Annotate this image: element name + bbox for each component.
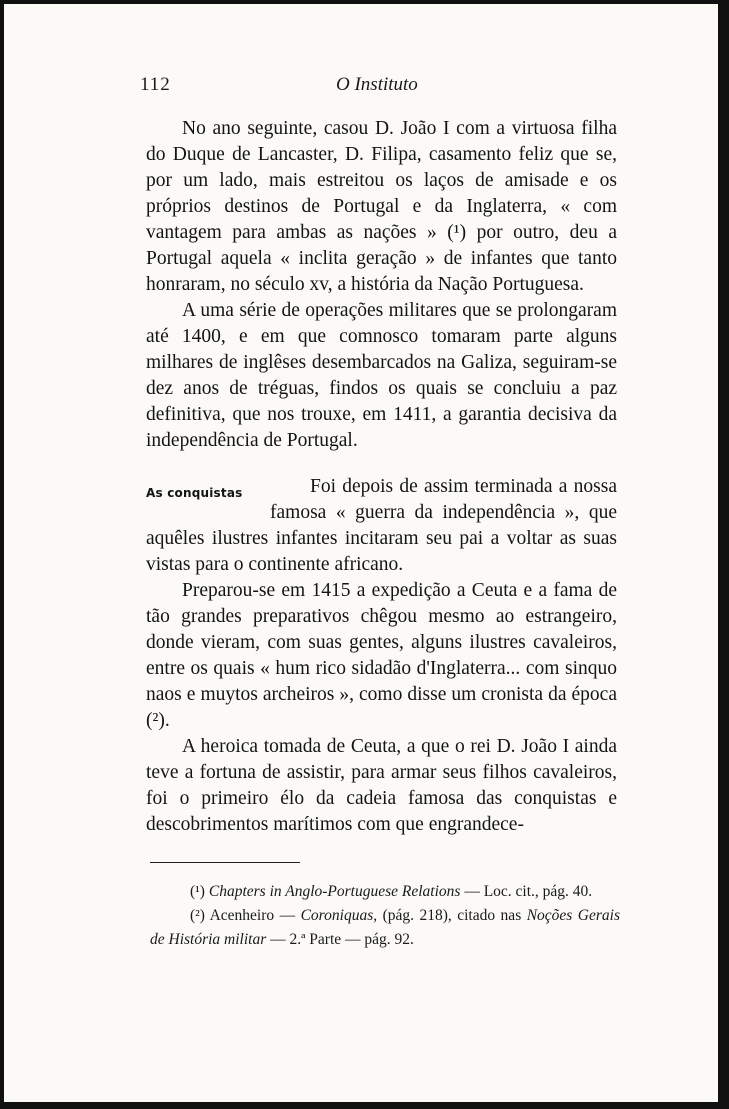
footnotes <box>150 880 620 952</box>
body-text <box>146 116 617 838</box>
footnote-text: — Loc. cit., pág. 40. <box>460 883 593 900</box>
footnote-rule <box>150 862 300 863</box>
page-number: 112 <box>140 74 171 95</box>
footnote-marker: (¹) <box>190 883 205 900</box>
footnote-2 <box>150 904 620 952</box>
paragraph: Foi depois de assim terminada a nossa famosa « guerra da independência », que aquêles ilustres infantes incitaram seu pai a voltar as suas vistas para o continente africano. <box>146 476 617 575</box>
footnote-1 <box>150 880 620 904</box>
paragraph: A heroica tomada de Ceuta, a que o rei D. João I ainda teve a fortuna de assistir, para armar seus filhos cavaleiros, foi o primeiro élo da cadeia famosa das conquistas e descobrimentos marítimos com que engrandece- <box>146 736 617 835</box>
running-title: O Instituto <box>336 74 418 95</box>
paragraph: No ano seguinte, casou D. João I com a virtuosa filha do Duque de Lancaster, D. Filipa, casamento feliz que se, por um lado, mais estreitou os laços de amisade e os próprios destinos de Portugal e da Inglaterra, « com vantagem para ambas as nações » (¹) por outro, deu a Portugal aquela « inclita geração » de infantes que tanto honraram, no século xv, a história da Nação Portuguesa. <box>146 118 617 295</box>
footnote-text: (pág. 218), citado nas <box>377 907 527 924</box>
page-header <box>140 74 610 104</box>
section-marginal-label: As conquistas <box>146 486 243 500</box>
section-conquistas <box>146 474 617 838</box>
footnote-title: Coroniquas, <box>300 907 378 924</box>
book-page <box>4 4 718 1102</box>
footnote-text: — 2.ª Parte — pág. 92. <box>266 931 414 948</box>
paragraph: Preparou-se em 1415 a expedição a Ceuta e a fama de tão grandes preparativos chêgou mesmo ao estrangeiro, donde vieram, com suas gentes, alguns ilustres cavaleiros, entre os quais « hum rico sidadão d'Inglaterra... com sinquo naos e muytos archeiros », como disse um cronista da época (²). <box>146 580 617 731</box>
paragraph: A uma série de operações militares que se prolongaram até 1400, e em que comnosco tomaram parte alguns milhares de inglêses desembarcados na Galiza, seguiram-se dez anos de tréguas, findos os quais se concluiu a paz definitiva, que nos trouxe, em 1411, a garantia decisiva da independência de Portugal. <box>146 300 617 451</box>
footnote-marker: (²) <box>190 907 205 924</box>
footnote-text: Acenheiro — <box>204 907 301 924</box>
footnote-title: Chapters in Anglo-Portuguese Relations <box>208 883 461 900</box>
footnote-title: Noções Gerais de História militar <box>150 907 620 948</box>
